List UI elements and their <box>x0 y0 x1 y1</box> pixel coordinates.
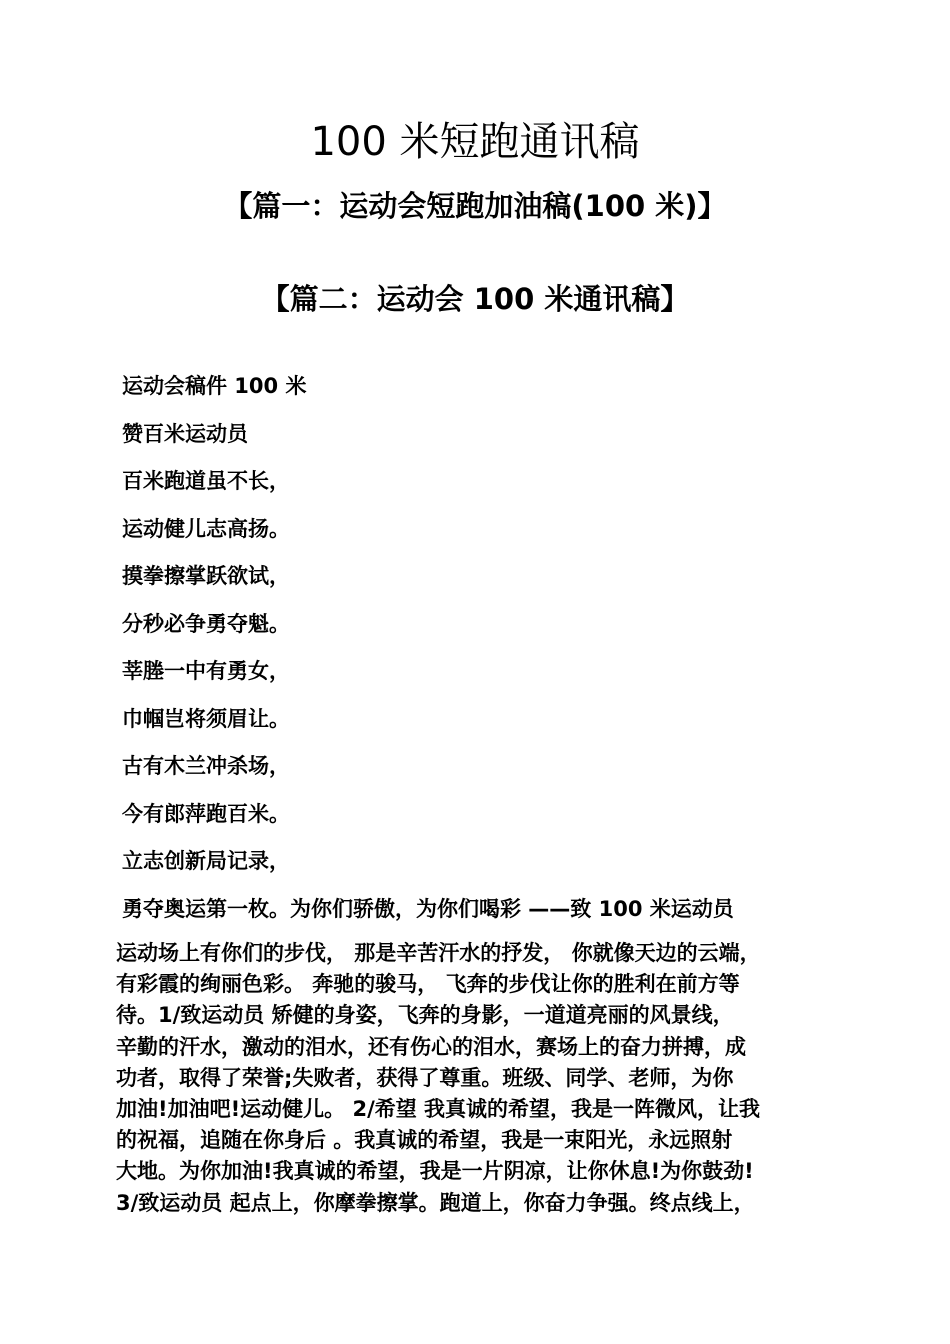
paragraph-line: 的祝福，追随在你身后 。我真诚的希望，我是一束阳光，永远照射 <box>116 1128 733 1153</box>
paragraph-line: 3/致运动员 起点上，你摩拳擦掌。跑道上，你奋力争强。终点线上， <box>116 1190 755 1215</box>
poem-line: 今有郎萍跑百米。 <box>122 801 290 826</box>
poem-line: 勇夺奥运第一枚。为你们骄傲，为你们喝彩 ——致 100 米运动员 <box>122 896 734 921</box>
poem-line: 立志创新局记录， <box>122 849 290 873</box>
paragraph-line: 功者，取得了荣誉;失败者，获得了尊重。班级、同学、老师，为你 <box>116 1065 734 1090</box>
poem-line: 赞百米运动员 <box>122 421 248 446</box>
poem-line: 运动健儿志高扬。 <box>122 516 290 541</box>
section-heading-2: 【篇二：运动会 100 米通讯稿】 <box>260 282 690 316</box>
poem <box>122 367 882 937</box>
poem-line: 摸拳擦掌跃欲试， <box>122 564 290 588</box>
body-paragraph <box>116 938 844 1219</box>
document-title: 100 米短跑通讯稿 <box>310 119 640 165</box>
poem-line: 分秒必争勇夺魁。 <box>122 611 290 636</box>
paragraph-line: 加油!加油吧!运动健儿。 2/希望 我真诚的希望，我是一阵微风，让我 <box>116 1097 761 1122</box>
section-heading-1: 【篇一：运动会短跑加油稿(100 米)】 <box>223 189 727 223</box>
paragraph-line: 有彩霞的绚丽色彩。 奔驰的骏马， 飞奔的步伐让你的胜利在前方等 <box>116 972 740 997</box>
paragraph-line: 大地。为你加油!我真诚的希望，我是一片阴凉，让你休息!为你鼓劲! <box>116 1159 754 1184</box>
poem-line: 巾帼岂将须眉让。 <box>122 706 290 731</box>
paragraph-line: 辛勤的汗水，激动的泪水，还有伤心的泪水，赛场上的奋力拼搏，成 <box>116 1034 746 1059</box>
poem-line: 百米跑道虽不长， <box>122 469 290 493</box>
poem-line: 古有木兰冲杀场， <box>122 754 290 778</box>
paragraph-line: 运动场上有你们的步伐， 那是辛苦汗水的抒发， 你就像天边的云端， <box>116 941 761 965</box>
poem-line: 莘塍一中有勇女， <box>122 659 290 683</box>
paragraph-line: 待。1/致运动员 矫健的身姿，飞奔的身影，一道道亮丽的风景线， <box>116 1003 734 1028</box>
poem-line: 运动会稿件 100 米 <box>122 374 307 398</box>
